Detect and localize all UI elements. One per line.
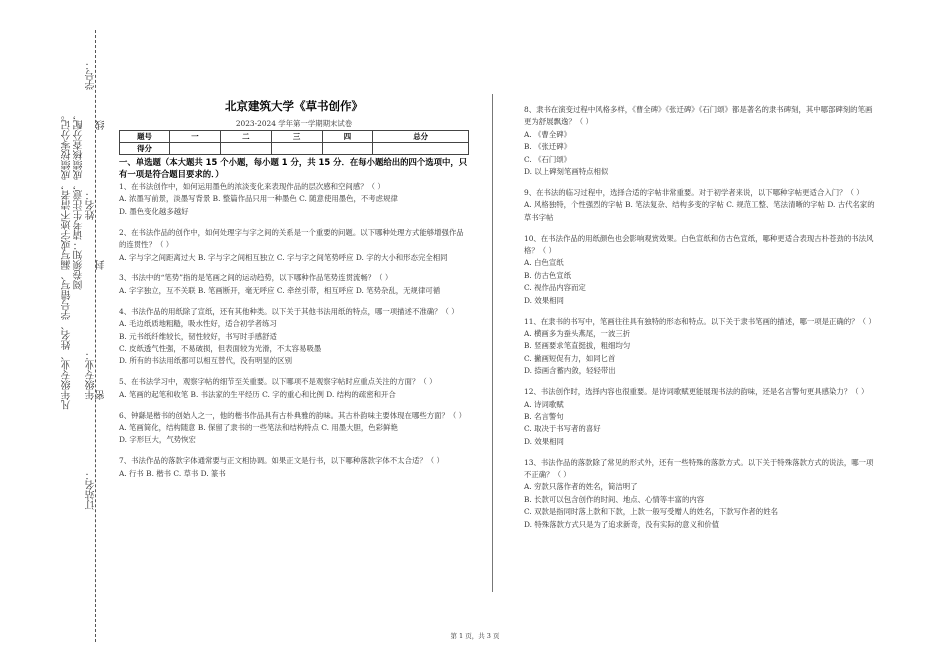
question-stem: 4、书法作品的用纸除了宣纸，还有其他种类。以下关于其他书法用纸的特点，哪一项描述不准确？（ ）: [119, 306, 459, 316]
question-option: D. 效果相同: [524, 436, 564, 446]
score-cell: 总分: [373, 131, 469, 143]
name-label: 姓名：: [86, 190, 97, 220]
column-divider: [492, 94, 493, 592]
question-option: A. 《曹全碑》: [524, 129, 571, 139]
exam-subtitle: 2023-2024 学年第一学期期末试卷: [235, 119, 353, 128]
question-option: D. 所有的书法用纸都可以相互替代，没有明显的区别: [119, 356, 292, 366]
question-stem: 5、在书法学习中，观察字帖的细节至关重要。以下哪项不是观察字帖时应重点关注的方面？（ ）: [119, 377, 437, 387]
score-input-cell: [271, 143, 322, 155]
section-heading: 一、单选题（本大题共 15 个小题，每小题 1 分，共 15 分．在每小题给出的四个选项中，只有一项是符合题目要求的．）: [119, 157, 468, 179]
question-option: A. 字与字之间距离过大 B. 字与字之间相互独立 C. 字与字之间笔势呼应 D. 字的大小和形态完全相同: [119, 252, 448, 262]
question-option: A. 横画多为蚕头燕尾，一波三折: [524, 329, 631, 338]
question-stem: 13、书法作品的落款除了常见的形式外，还有一些特殊的落款方式。以下关于特殊落款方式的说法，哪一项不正确？（ ）: [524, 457, 874, 480]
question-option: B. 竖画要求笔直挺拔，粗细均匀: [524, 341, 631, 351]
score-cell: 四: [322, 131, 373, 143]
question-option: C. 取决于书写者的喜好: [524, 424, 601, 434]
line-char: 线: [96, 120, 107, 130]
question-option: A. 行书 B. 楷书 C. 草书 D. 篆书: [119, 468, 226, 478]
question-stem: 6、钟繇是楷书的创始人之一，他的楷书作品具有古朴典雅的韵味。其古朴韵味主要体现在哪些方面？（ ）: [119, 410, 467, 420]
score-table: [119, 130, 469, 155]
score-cell: 得分: [120, 143, 170, 155]
question-option: B. 长款可以包含创作的时间、地点、心情等丰富的内容: [524, 494, 705, 504]
question-option: D. 墨色变化越多越好: [119, 206, 189, 216]
seal-char: 封: [96, 260, 107, 270]
exam-title: 北京建筑大学《草书创作》: [225, 99, 363, 113]
question-option: A. 穷款只落作者的姓名，简洁明了: [524, 482, 638, 492]
score-input-cell: [220, 143, 271, 155]
question-option: A. 毛边纸质地粗糙，吸水性好，适合初学者练习: [119, 319, 277, 329]
right-questions: [524, 104, 876, 540]
secret-char: 密: [96, 390, 107, 400]
notice-line-2: 凡年级专业、姓名、学号错写、漏写或字迹不清者，成绩按零分记。: [62, 110, 73, 410]
question-stem: 11、在隶书的书写中，笔画往往具有独特的形态和特点。以下关于隶书笔画的描述，哪一项是正确的？（ ）: [524, 316, 876, 326]
score-cell: 一: [170, 131, 221, 143]
score-table-header-row: [120, 131, 469, 143]
score-cell: 三: [271, 131, 322, 143]
question: [524, 386, 876, 448]
page-footer: 第 1 页，共 3 页: [450, 632, 500, 640]
question: [119, 410, 469, 447]
question-option: D. 特殊落款方式只是为了追求新奇，没有实际的意义和价值: [524, 519, 720, 529]
question-option: D. 捺画含蓄内敛，轻轻带出: [524, 366, 616, 376]
question-option: A. 笔画简化，结构随意 B. 保留了隶书的一些笔法和结构特点 C. 用墨大胆，色彩鲜艳: [119, 423, 398, 432]
binding-margin: [0, 0, 107, 672]
question-option: C. 撇画短促有力，如同匕首: [524, 353, 616, 363]
question: [524, 457, 876, 531]
question-option: B. 《张迁碑》: [524, 142, 572, 152]
question-stem: 10、在书法作品的用纸颜色也会影响观赏效果。白色宣纸和仿古色宣纸，哪种更适合表现古朴苍劲的书法风格？（ ）: [524, 233, 874, 256]
score-table-score-row: [120, 143, 469, 155]
question-option: D. 效果相同: [524, 295, 564, 305]
question: [524, 233, 876, 307]
question-option: B. 仿古色宣纸: [524, 270, 572, 280]
question-stem: 9、在书法的临习过程中，选择合适的字帖非常重要。对于初学者来说，以下哪种字帖更适合入门？（ ）: [524, 187, 864, 197]
question-option: C. 《石门颂》: [524, 154, 572, 164]
score-cell: 二: [220, 131, 271, 143]
grade-label: 年级专业：: [86, 350, 97, 400]
question-option: B. 元书纸纤维较长，韧性较好，书写时手感舒适: [119, 331, 277, 341]
score-input-cell: [373, 143, 469, 155]
question-option: C. 双款是指同时落上款和下款，上款一般写受赠人的姓名，下款写作者的姓名: [524, 507, 778, 517]
question-stem: 1、在书法创作中，如何运用墨色的浓淡变化来表现作品的层次感和空间感？（ ）: [119, 182, 385, 191]
question-option: A. 笔画的起笔和收笔 B. 书法家的生平经历 C. 字的重心和比例 D. 结构的疏密和开合: [119, 389, 396, 399]
question: [119, 227, 469, 264]
school-label: 订站名：: [86, 470, 97, 510]
question: [524, 104, 876, 178]
question-stem: 8、隶书在演变过程中风格多样，《曹全碑》《张迁碑》《石门颂》都是著名的隶书碑刻，其中哪部碑刻的笔画更为舒展飘逸？（ ）: [524, 105, 873, 127]
question: [524, 187, 876, 224]
question: [119, 306, 469, 368]
question-option: A. 白色宣纸: [524, 258, 564, 268]
score-input-cell: [322, 143, 373, 155]
question-option: A. 风格独特，个性强烈的字帖 B. 笔法复杂、结构多变的字帖 C. 规范工整、笔法清晰的字帖 D. 古代名家的草书字帖: [524, 200, 875, 222]
cut-line: [95, 30, 96, 642]
question-stem: 3、书法中的“笔势”指的是笔画之间的运动趋势，以下哪种作品笔势连贯流畅？（ ）: [119, 273, 393, 283]
question-option: D. 字形巨大，气势恢宏: [119, 435, 196, 445]
question-option: A. 浓墨写前景，淡墨写背景 B. 整篇作品只用一种墨色 C. 随意使用墨色，不考虑规律: [119, 194, 398, 204]
score-cell: 题号: [120, 131, 170, 143]
notice-line-1: 阅卷须知：请考生注意，成绩核查分配，: [74, 110, 85, 290]
question: [119, 181, 469, 218]
question: [524, 316, 876, 378]
question-stem: 7、书法作品的落款字体通常要与正文相协调。如果正文是行书，以下哪种落款字体不太合适？（ ）: [119, 456, 444, 466]
score-input-cell: [170, 143, 221, 155]
student-id-label: 学号：: [86, 60, 97, 90]
question-option: A. 诗词歌赋: [524, 399, 564, 409]
question-option: D. 以上碑刻笔画特点相似: [524, 167, 609, 177]
left-questions: [119, 181, 469, 489]
question-stem: 12、书法创作时，选择内容也很重要。是诗词歌赋更能展现书法的韵味，还是名言警句更具感染力？（ ）: [524, 387, 869, 397]
question-option: B. 名言警句: [524, 411, 564, 421]
question-stem: 2、在书法作品的创作中，如何处理字与字之间的关系是一个重要的问题。以下哪种处理方式能够增强作品的连贯性？（ ）: [119, 227, 464, 250]
question: [119, 272, 469, 297]
question-option: C. 皮纸透气性强，不易破损，但表面较为光滑，不太容易吸墨: [119, 343, 322, 353]
question-option: C. 视作品内容而定: [524, 283, 586, 293]
question: [119, 376, 469, 401]
question-option: A. 字字独立，互不关联 B. 笔画断开，毫无呼应 C. 牵丝引带，相互呼应 D. 笔势杂乱，无规律可循: [119, 285, 441, 295]
question: [119, 455, 469, 480]
